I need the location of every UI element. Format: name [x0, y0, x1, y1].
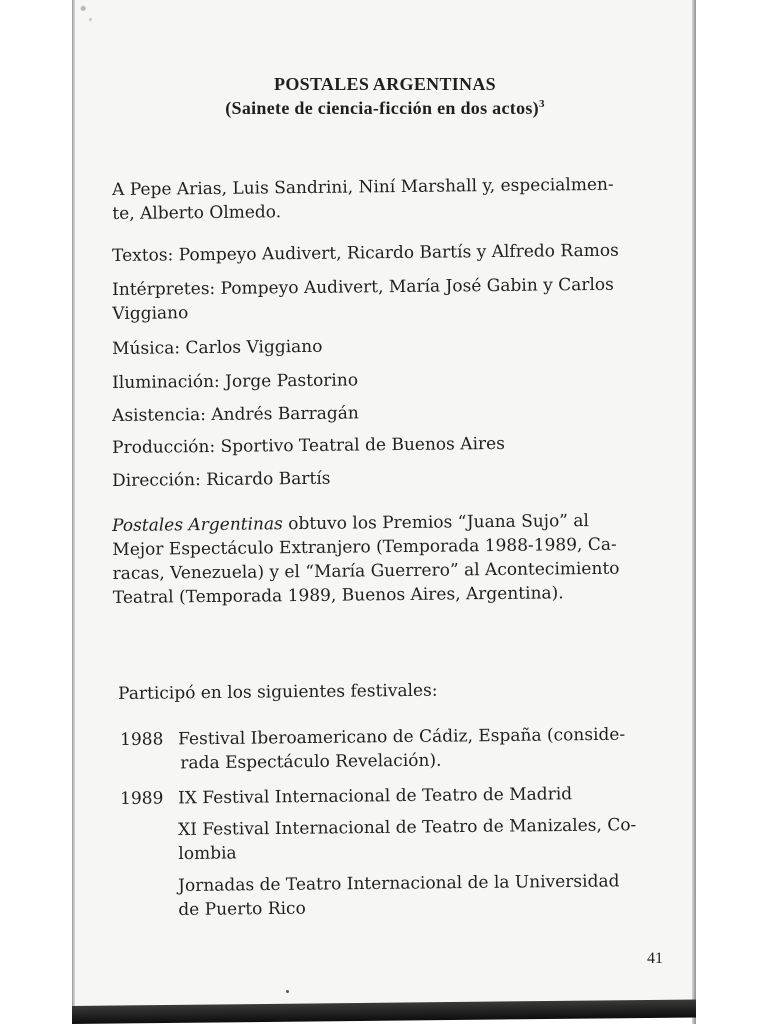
- credit-line: Intérpretes: Pompeyo Audivert, María José Gabin y Carlos: [112, 274, 614, 300]
- footnote-marker: 3: [538, 98, 545, 110]
- festival-year: 1988: [120, 729, 164, 750]
- awards-line: Teatral (Temporada 1989, Buenos Aires, Argentina).: [112, 583, 564, 608]
- credit-musica: [112, 331, 672, 361]
- festival-name: XI Festival Internacional de Teatro de Manizales, Co-: [178, 815, 637, 840]
- credit-direccion: [112, 463, 672, 493]
- subtitle-text: (Sainete de ciencia-ficción en dos actos): [225, 98, 539, 118]
- awards-line: racas, Venezuela) y el “María Guerrero” al Acontecimiento: [112, 558, 620, 584]
- scan-dot: [286, 990, 289, 993]
- festival-continuation: de Puerto Rico: [178, 898, 306, 920]
- credit-produccion: [112, 430, 672, 460]
- credit-asistencia: [112, 398, 672, 428]
- festivals-intro: [118, 676, 678, 706]
- festival-name: IX Festival Internacional de Teatro de Madrid: [178, 784, 573, 809]
- credit-interpretes: [112, 272, 672, 326]
- dedication-line: A Pepe Arias, Luis Sandrini, Niní Marshall y, especialmen-: [112, 174, 614, 200]
- festival-name: Festival Iberoamericano de Cádiz, España (conside-: [178, 724, 626, 750]
- credit-line: Asistencia: Andrés Barragán: [112, 403, 359, 426]
- festival-entry-1989: [120, 781, 680, 811]
- credit-line: Viggiano: [112, 303, 189, 324]
- credit-iluminacion: [112, 365, 672, 395]
- festival-name: Jornadas de Teatro Internacional de la Universidad: [178, 871, 620, 896]
- credit-line: Textos: Pompeyo Audivert, Ricardo Bartís y Alfredo Ramos: [112, 240, 619, 266]
- credit-textos: [112, 238, 672, 268]
- awards-paragraph: [112, 508, 673, 610]
- awards-line: Mejor Espectáculo Extranjero (Temporada 1988-1989, Ca-: [112, 534, 617, 560]
- credit-line: Iluminación: Jorge Pastorino: [112, 370, 359, 393]
- page-number: 41: [647, 950, 663, 967]
- play-title-italic: Postales Argentinas: [112, 514, 283, 536]
- festival-continuation: rada Espectáculo Revelación).: [180, 750, 442, 774]
- dedication: [112, 172, 672, 226]
- credit-line: Producción: Sportivo Teatral de Buenos Aires: [112, 433, 505, 458]
- festival-continuation: lombia: [178, 843, 237, 864]
- credit-line: Dirección: Ricardo Bartís: [112, 468, 331, 491]
- credit-line: Música: Carlos Viggiano: [112, 336, 323, 359]
- festival-entry-puerto-rico: [178, 869, 678, 922]
- dedication-line: te, Alberto Olmedo.: [112, 202, 282, 224]
- festival-year: 1989: [120, 788, 164, 809]
- festival-row: [120, 781, 680, 811]
- page-subtitle: [75, 98, 695, 119]
- awards-line-rest: obtuvo los Premios “Juana Sujo” al: [282, 511, 590, 535]
- festival-entry-1988: [120, 722, 680, 776]
- page-title: POSTALES ARGENTINAS: [274, 74, 496, 94]
- festivals-intro-text: Participó en los siguientes festivales:: [118, 680, 438, 704]
- festival-entry-manizales: [178, 813, 678, 866]
